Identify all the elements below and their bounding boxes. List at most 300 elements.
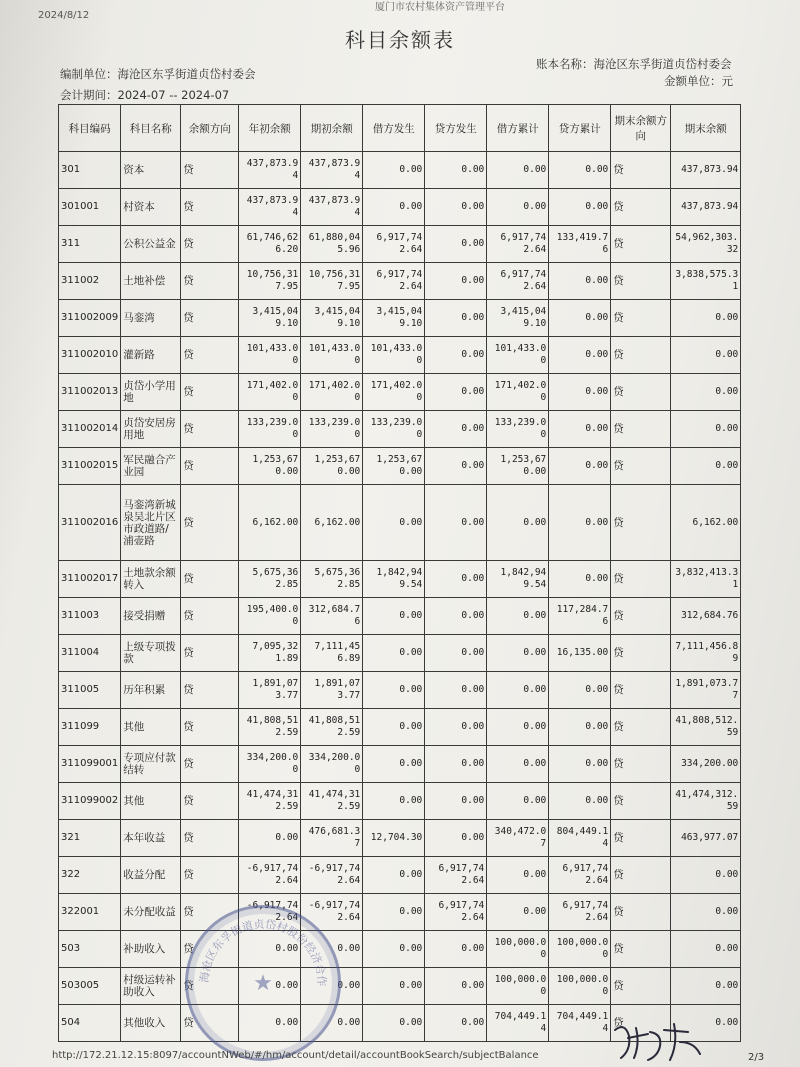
cell-end-dir: 贷 (611, 411, 671, 448)
cell-credit-cum: 100,000.00 (549, 931, 611, 968)
cell-debit: 6,917,742.64 (363, 263, 425, 300)
cell-period-open: 3,415,049.10 (301, 300, 363, 337)
table-row (59, 931, 741, 968)
cell-debit: 0.00 (363, 709, 425, 746)
cell-year-open: 195,400.00 (239, 598, 301, 635)
table-header-row (59, 105, 741, 152)
handwritten-signature (610, 1020, 710, 1064)
cell-code: 321 (59, 820, 121, 857)
page-number: 2/3 (748, 1052, 765, 1063)
cell-name: 未分配收益 (121, 894, 181, 931)
column-header: 借方发生 (363, 105, 425, 152)
cell-name: 上级专项拨款 (121, 635, 181, 672)
cell-year-open: 101,433.00 (239, 337, 301, 374)
cell-end-bal: 0.00 (671, 931, 741, 968)
cell-period-open: 476,681.37 (301, 820, 363, 857)
cell-debit-cum: 704,449.14 (487, 1005, 549, 1042)
cell-code: 311002015 (59, 448, 121, 485)
cell-debit: 0.00 (363, 1005, 425, 1042)
cell-end-bal: 41,474,312.59 (671, 783, 741, 820)
cell-credit-cum: 16,135.00 (549, 635, 611, 672)
cell-dir: 贷 (181, 337, 239, 374)
cell-credit-cum: 0.00 (549, 672, 611, 709)
cell-code: 311003 (59, 598, 121, 635)
table-row (59, 561, 741, 598)
column-header: 余额方向 (181, 105, 239, 152)
cell-period-open: 61,880,045.96 (301, 226, 363, 263)
cell-code: 322001 (59, 894, 121, 931)
cell-debit-cum: 1,842,949.54 (487, 561, 549, 598)
cell-period-open: -6,917,742.64 (301, 894, 363, 931)
cell-debit: 0.00 (363, 598, 425, 635)
cell-credit-cum: 0.00 (549, 263, 611, 300)
cell-credit: 0.00 (425, 374, 487, 411)
table-row (59, 709, 741, 746)
table-row (59, 189, 741, 226)
cell-end-dir: 贷 (611, 337, 671, 374)
cell-credit: 0.00 (425, 189, 487, 226)
cell-period-open: 41,474,312.59 (301, 783, 363, 820)
cell-end-dir: 贷 (611, 709, 671, 746)
svg-text:★: ★ (253, 971, 273, 996)
print-date: 2024/8/12 (38, 10, 90, 21)
column-header: 期末余额方向 (611, 105, 671, 152)
cell-end-bal: 0.00 (671, 894, 741, 931)
cell-credit-cum: 6,917,742.64 (549, 857, 611, 894)
cell-dir: 贷 (181, 485, 239, 561)
cell-credit: 0.00 (425, 152, 487, 189)
cell-code: 311 (59, 226, 121, 263)
table-row (59, 857, 741, 894)
cell-credit-cum: 0.00 (549, 561, 611, 598)
cell-end-dir: 贷 (611, 300, 671, 337)
cell-name: 专项应付款结转 (121, 746, 181, 783)
cell-debit-cum: 0.00 (487, 635, 549, 672)
cell-period-open: 171,402.00 (301, 374, 363, 411)
cell-name: 贞岱安居房用地 (121, 411, 181, 448)
cell-credit-cum: 0.00 (549, 709, 611, 746)
cell-code: 311099001 (59, 746, 121, 783)
cell-code: 311099 (59, 709, 121, 746)
column-header: 贷方累计 (549, 105, 611, 152)
cell-credit: 0.00 (425, 635, 487, 672)
cell-end-bal: 1,891,073.77 (671, 672, 741, 709)
table-row (59, 968, 741, 1005)
seal-graphic (188, 908, 338, 1058)
cell-name: 本年收益 (121, 820, 181, 857)
cell-name: 其他 (121, 709, 181, 746)
table-row (59, 485, 741, 561)
cell-end-bal: 7,111,456.89 (671, 635, 741, 672)
cell-code: 311099002 (59, 783, 121, 820)
cell-debit-cum: 3,415,049.10 (487, 300, 549, 337)
table-row (59, 152, 741, 189)
cell-year-open: 171,402.00 (239, 374, 301, 411)
cell-end-dir: 贷 (611, 189, 671, 226)
cell-credit: 0.00 (425, 820, 487, 857)
column-header: 借方累计 (487, 105, 549, 152)
cell-period-open: 133,239.00 (301, 411, 363, 448)
table-row (59, 598, 741, 635)
cell-code: 311002010 (59, 337, 121, 374)
cell-year-open: 133,239.00 (239, 411, 301, 448)
cell-year-open: 41,808,512.59 (239, 709, 301, 746)
cell-end-dir: 贷 (611, 931, 671, 968)
cell-dir: 贷 (181, 894, 239, 931)
cell-period-open: 437,873.94 (301, 152, 363, 189)
cell-credit: 0.00 (425, 300, 487, 337)
cell-end-bal: 3,832,413.31 (671, 561, 741, 598)
currency-unit: 金额单位：元 (664, 74, 733, 88)
cell-code: 311002009 (59, 300, 121, 337)
cell-end-bal: 0.00 (671, 337, 741, 374)
cell-debit-cum: 133,239.00 (487, 411, 549, 448)
cell-debit: 12,704.30 (363, 820, 425, 857)
cell-name: 补助收入 (121, 931, 181, 968)
cell-dir: 贷 (181, 448, 239, 485)
cell-debit-cum: 1,253,670.00 (487, 448, 549, 485)
cell-name: 接受捐赠 (121, 598, 181, 635)
cell-period-open: 7,111,456.89 (301, 635, 363, 672)
cell-end-bal: 437,873.94 (671, 189, 741, 226)
table-row (59, 894, 741, 931)
cell-credit: 0.00 (425, 598, 487, 635)
table-row (59, 337, 741, 374)
cell-code: 311002014 (59, 411, 121, 448)
table-row (59, 746, 741, 783)
cell-credit-cum: 804,449.14 (549, 820, 611, 857)
cell-dir: 贷 (181, 968, 239, 1005)
cell-debit: 0.00 (363, 746, 425, 783)
cell-end-dir: 贷 (611, 226, 671, 263)
cell-name: 土地补偿 (121, 263, 181, 300)
cell-debit-cum: 0.00 (487, 598, 549, 635)
cell-name: 村资本 (121, 189, 181, 226)
compiling-unit: 编制单位：海沧区东孚街道贞岱村委会 (60, 67, 256, 81)
cell-year-open: 41,474,312.59 (239, 783, 301, 820)
column-header: 年初余额 (239, 105, 301, 152)
column-header: 期末余额 (671, 105, 741, 152)
cell-name: 灌新路 (121, 337, 181, 374)
cell-year-open: 437,873.94 (239, 189, 301, 226)
cell-name: 军民融合产业园 (121, 448, 181, 485)
column-header: 科目名称 (121, 105, 181, 152)
cell-year-open: 334,200.00 (239, 746, 301, 783)
cell-debit-cum: 100,000.00 (487, 931, 549, 968)
cell-debit-cum: 0.00 (487, 746, 549, 783)
cell-end-dir: 贷 (611, 783, 671, 820)
cell-debit: 0.00 (363, 152, 425, 189)
table-row (59, 411, 741, 448)
cell-credit-cum: 0.00 (549, 374, 611, 411)
cell-credit: 0.00 (425, 448, 487, 485)
column-header: 贷方发生 (425, 105, 487, 152)
account-book-name: 账本名称：海沧区东孚街道贞岱村委会 (536, 57, 732, 71)
column-header: 科目编码 (59, 105, 121, 152)
cell-credit-cum: 0.00 (549, 300, 611, 337)
cell-dir: 贷 (181, 672, 239, 709)
cell-credit: 0.00 (425, 968, 487, 1005)
cell-credit-cum: 0.00 (549, 485, 611, 561)
table-row (59, 374, 741, 411)
cell-credit: 0.00 (425, 561, 487, 598)
cell-debit: 6,917,742.64 (363, 226, 425, 263)
cell-credit: 0.00 (425, 1005, 487, 1042)
cell-name: 公积公益金 (121, 226, 181, 263)
table-row (59, 448, 741, 485)
cell-name: 其他 (121, 783, 181, 820)
cell-end-bal: 0.00 (671, 448, 741, 485)
cell-credit-cum: 100,000.00 (549, 968, 611, 1005)
cell-code: 311005 (59, 672, 121, 709)
cell-year-open: 61,746,626.20 (239, 226, 301, 263)
cell-period-open: 0.00 (301, 931, 363, 968)
cell-debit-cum: 0.00 (487, 857, 549, 894)
cell-end-bal: 0.00 (671, 300, 741, 337)
table-row (59, 783, 741, 820)
cell-code: 503 (59, 931, 121, 968)
cell-credit: 0.00 (425, 226, 487, 263)
cell-dir: 贷 (181, 598, 239, 635)
cell-end-dir: 贷 (611, 672, 671, 709)
cell-end-dir: 贷 (611, 561, 671, 598)
table-row (59, 226, 741, 263)
cell-name: 村级运转补助收入 (121, 968, 181, 1005)
cell-name: 马銮湾 (121, 300, 181, 337)
cell-period-open: 101,433.00 (301, 337, 363, 374)
cell-period-open: 1,253,670.00 (301, 448, 363, 485)
cell-credit: 0.00 (425, 337, 487, 374)
cell-credit-cum: 0.00 (549, 448, 611, 485)
cell-end-bal: 463,977.07 (671, 820, 741, 857)
cell-period-open: 0.00 (301, 1005, 363, 1042)
cell-period-open: 312,684.76 (301, 598, 363, 635)
cell-end-bal: 437,873.94 (671, 152, 741, 189)
cell-dir: 贷 (181, 189, 239, 226)
cell-credit-cum: 0.00 (549, 337, 611, 374)
cell-period-open: 10,756,317.95 (301, 263, 363, 300)
cell-debit: 1,253,670.00 (363, 448, 425, 485)
cell-year-open: 5,675,362.85 (239, 561, 301, 598)
cell-credit-cum: 0.00 (549, 746, 611, 783)
cell-credit: 0.00 (425, 485, 487, 561)
cell-credit: 0.00 (425, 746, 487, 783)
cell-credit-cum: 0.00 (549, 189, 611, 226)
cell-dir: 贷 (181, 635, 239, 672)
cell-period-open: 334,200.00 (301, 746, 363, 783)
cell-end-dir: 贷 (611, 968, 671, 1005)
cell-debit: 171,402.00 (363, 374, 425, 411)
cell-end-bal: 0.00 (671, 374, 741, 411)
cell-debit: 0.00 (363, 857, 425, 894)
page-url: http://172.21.12.15:8097/accountNWeb/#/hm/account/detail/accountBookSearch/subjectBalance (52, 1050, 539, 1061)
cell-code: 311002013 (59, 374, 121, 411)
cell-year-open: 6,162.00 (239, 485, 301, 561)
cell-debit: 0.00 (363, 635, 425, 672)
cell-dir: 贷 (181, 152, 239, 189)
cell-name: 贞岱小学用地 (121, 374, 181, 411)
cell-year-open: 10,756,317.95 (239, 263, 301, 300)
cell-credit: 0.00 (425, 411, 487, 448)
cell-name: 资本 (121, 152, 181, 189)
cell-debit: 0.00 (363, 968, 425, 1005)
cell-debit: 0.00 (363, 783, 425, 820)
column-header: 期初余额 (301, 105, 363, 152)
page-title: 科目余额表 (345, 28, 455, 52)
cell-year-open: 0.00 (239, 968, 301, 1005)
cell-debit: 3,415,049.10 (363, 300, 425, 337)
cell-credit-cum: 133,419.76 (549, 226, 611, 263)
cell-period-open: -6,917,742.64 (301, 857, 363, 894)
cell-debit-cum: 0.00 (487, 672, 549, 709)
cell-code: 311002 (59, 263, 121, 300)
cell-credit-cum: 0.00 (549, 411, 611, 448)
cell-period-open: 41,808,512.59 (301, 709, 363, 746)
cell-name: 马銮湾新城泉吴北片区市政道路/浦壶路 (121, 485, 181, 561)
cell-debit: 0.00 (363, 894, 425, 931)
cell-code: 322 (59, 857, 121, 894)
cell-dir: 贷 (181, 746, 239, 783)
cell-period-open: 0.00 (301, 968, 363, 1005)
cell-year-open: 0.00 (239, 931, 301, 968)
cell-end-bal: 0.00 (671, 968, 741, 1005)
cell-end-dir: 贷 (611, 894, 671, 931)
cell-dir: 贷 (181, 931, 239, 968)
cell-name: 其他收入 (121, 1005, 181, 1042)
official-seal (185, 905, 341, 1061)
cell-credit: 0.00 (425, 672, 487, 709)
cell-credit-cum: 6,917,742.64 (549, 894, 611, 931)
cell-end-dir: 贷 (611, 1005, 671, 1042)
cell-end-dir: 贷 (611, 857, 671, 894)
cell-debit-cum: 6,917,742.64 (487, 226, 549, 263)
cell-end-bal: 0.00 (671, 857, 741, 894)
cell-year-open: -6,917,742.64 (239, 894, 301, 931)
cell-end-dir: 贷 (611, 820, 671, 857)
cell-dir: 贷 (181, 263, 239, 300)
cell-end-dir: 贷 (611, 263, 671, 300)
cell-dir: 贷 (181, 374, 239, 411)
cell-credit-cum: 117,284.76 (549, 598, 611, 635)
cell-year-open: 437,873.94 (239, 152, 301, 189)
cell-debit: 133,239.00 (363, 411, 425, 448)
cell-end-bal: 41,808,512.59 (671, 709, 741, 746)
cell-code: 301 (59, 152, 121, 189)
cell-debit: 0.00 (363, 672, 425, 709)
cell-end-dir: 贷 (611, 598, 671, 635)
cell-dir: 贷 (181, 300, 239, 337)
cell-debit-cum: 101,433.00 (487, 337, 549, 374)
table-body (59, 152, 741, 1042)
cell-end-bal: 334,200.00 (671, 746, 741, 783)
cell-end-dir: 贷 (611, 374, 671, 411)
cell-debit-cum: 171,402.00 (487, 374, 549, 411)
cell-dir: 贷 (181, 411, 239, 448)
cell-debit-cum: 0.00 (487, 189, 549, 226)
cell-dir: 贷 (181, 709, 239, 746)
cell-end-bal: 54,962,303.32 (671, 226, 741, 263)
cell-credit: 0.00 (425, 709, 487, 746)
cell-code: 311002016 (59, 485, 121, 561)
cell-dir: 贷 (181, 226, 239, 263)
cell-end-bal: 3,838,575.31 (671, 263, 741, 300)
cell-debit: 101,433.00 (363, 337, 425, 374)
cell-period-open: 5,675,362.85 (301, 561, 363, 598)
cell-dir: 贷 (181, 820, 239, 857)
cell-credit: 6,917,742.64 (425, 894, 487, 931)
cell-credit: 0.00 (425, 263, 487, 300)
cell-credit-cum: 0.00 (549, 783, 611, 820)
cell-credit: 6,917,742.64 (425, 857, 487, 894)
cell-debit-cum: 0.00 (487, 783, 549, 820)
cell-end-dir: 贷 (611, 152, 671, 189)
cell-debit-cum: 340,472.07 (487, 820, 549, 857)
cell-debit: 0.00 (363, 931, 425, 968)
cell-credit-cum: 704,449.14 (549, 1005, 611, 1042)
cell-year-open: -6,917,742.64 (239, 857, 301, 894)
cell-debit-cum: 0.00 (487, 152, 549, 189)
table-row (59, 820, 741, 857)
cell-debit-cum: 0.00 (487, 709, 549, 746)
cell-debit: 0.00 (363, 485, 425, 561)
cell-name: 土地款余额转入 (121, 561, 181, 598)
cell-year-open: 3,415,049.10 (239, 300, 301, 337)
cell-debit-cum: 0.00 (487, 485, 549, 561)
cell-end-bal: 312,684.76 (671, 598, 741, 635)
cell-year-open: 7,095,321.89 (239, 635, 301, 672)
cell-debit-cum: 0.00 (487, 894, 549, 931)
cell-year-open: 1,891,073.77 (239, 672, 301, 709)
cell-debit: 0.00 (363, 189, 425, 226)
accounting-period: 会计期间：2024-07 -- 2024-07 (60, 88, 230, 102)
cell-code: 503005 (59, 968, 121, 1005)
cell-end-dir: 贷 (611, 635, 671, 672)
cell-end-bal: 0.00 (671, 411, 741, 448)
cell-credit: 0.00 (425, 783, 487, 820)
cell-period-open: 6,162.00 (301, 485, 363, 561)
cell-dir: 贷 (181, 783, 239, 820)
cell-name: 历年积累 (121, 672, 181, 709)
cell-debit-cum: 6,917,742.64 (487, 263, 549, 300)
cell-code: 311002017 (59, 561, 121, 598)
cell-dir: 贷 (181, 561, 239, 598)
cell-year-open: 0.00 (239, 820, 301, 857)
cell-credit-cum: 0.00 (549, 152, 611, 189)
cell-name: 收益分配 (121, 857, 181, 894)
cell-end-bal: 6,162.00 (671, 485, 741, 561)
cell-dir: 贷 (181, 1005, 239, 1042)
cell-end-dir: 贷 (611, 448, 671, 485)
cell-end-dir: 贷 (611, 485, 671, 561)
cell-debit-cum: 100,000.00 (487, 968, 549, 1005)
table-row (59, 263, 741, 300)
platform-name: 厦门市农村集体资产管理平台 (375, 2, 505, 13)
cell-end-dir: 贷 (611, 746, 671, 783)
cell-debit: 1,842,949.54 (363, 561, 425, 598)
table-row (59, 635, 741, 672)
cell-end-bal: 0.00 (671, 1005, 741, 1042)
cell-dir: 贷 (181, 857, 239, 894)
svg-text:海沧区东孚街道贞岱村股份经济合作社: 海沧区东孚街道贞岱村股份经济合作 (197, 917, 329, 987)
table-row (59, 300, 741, 337)
subject-balance-table (58, 104, 741, 1042)
table-row (59, 672, 741, 709)
cell-code: 301001 (59, 189, 121, 226)
cell-period-open: 1,891,073.77 (301, 672, 363, 709)
cell-year-open: 0.00 (239, 1005, 301, 1042)
cell-period-open: 437,873.94 (301, 189, 363, 226)
cell-code: 311004 (59, 635, 121, 672)
